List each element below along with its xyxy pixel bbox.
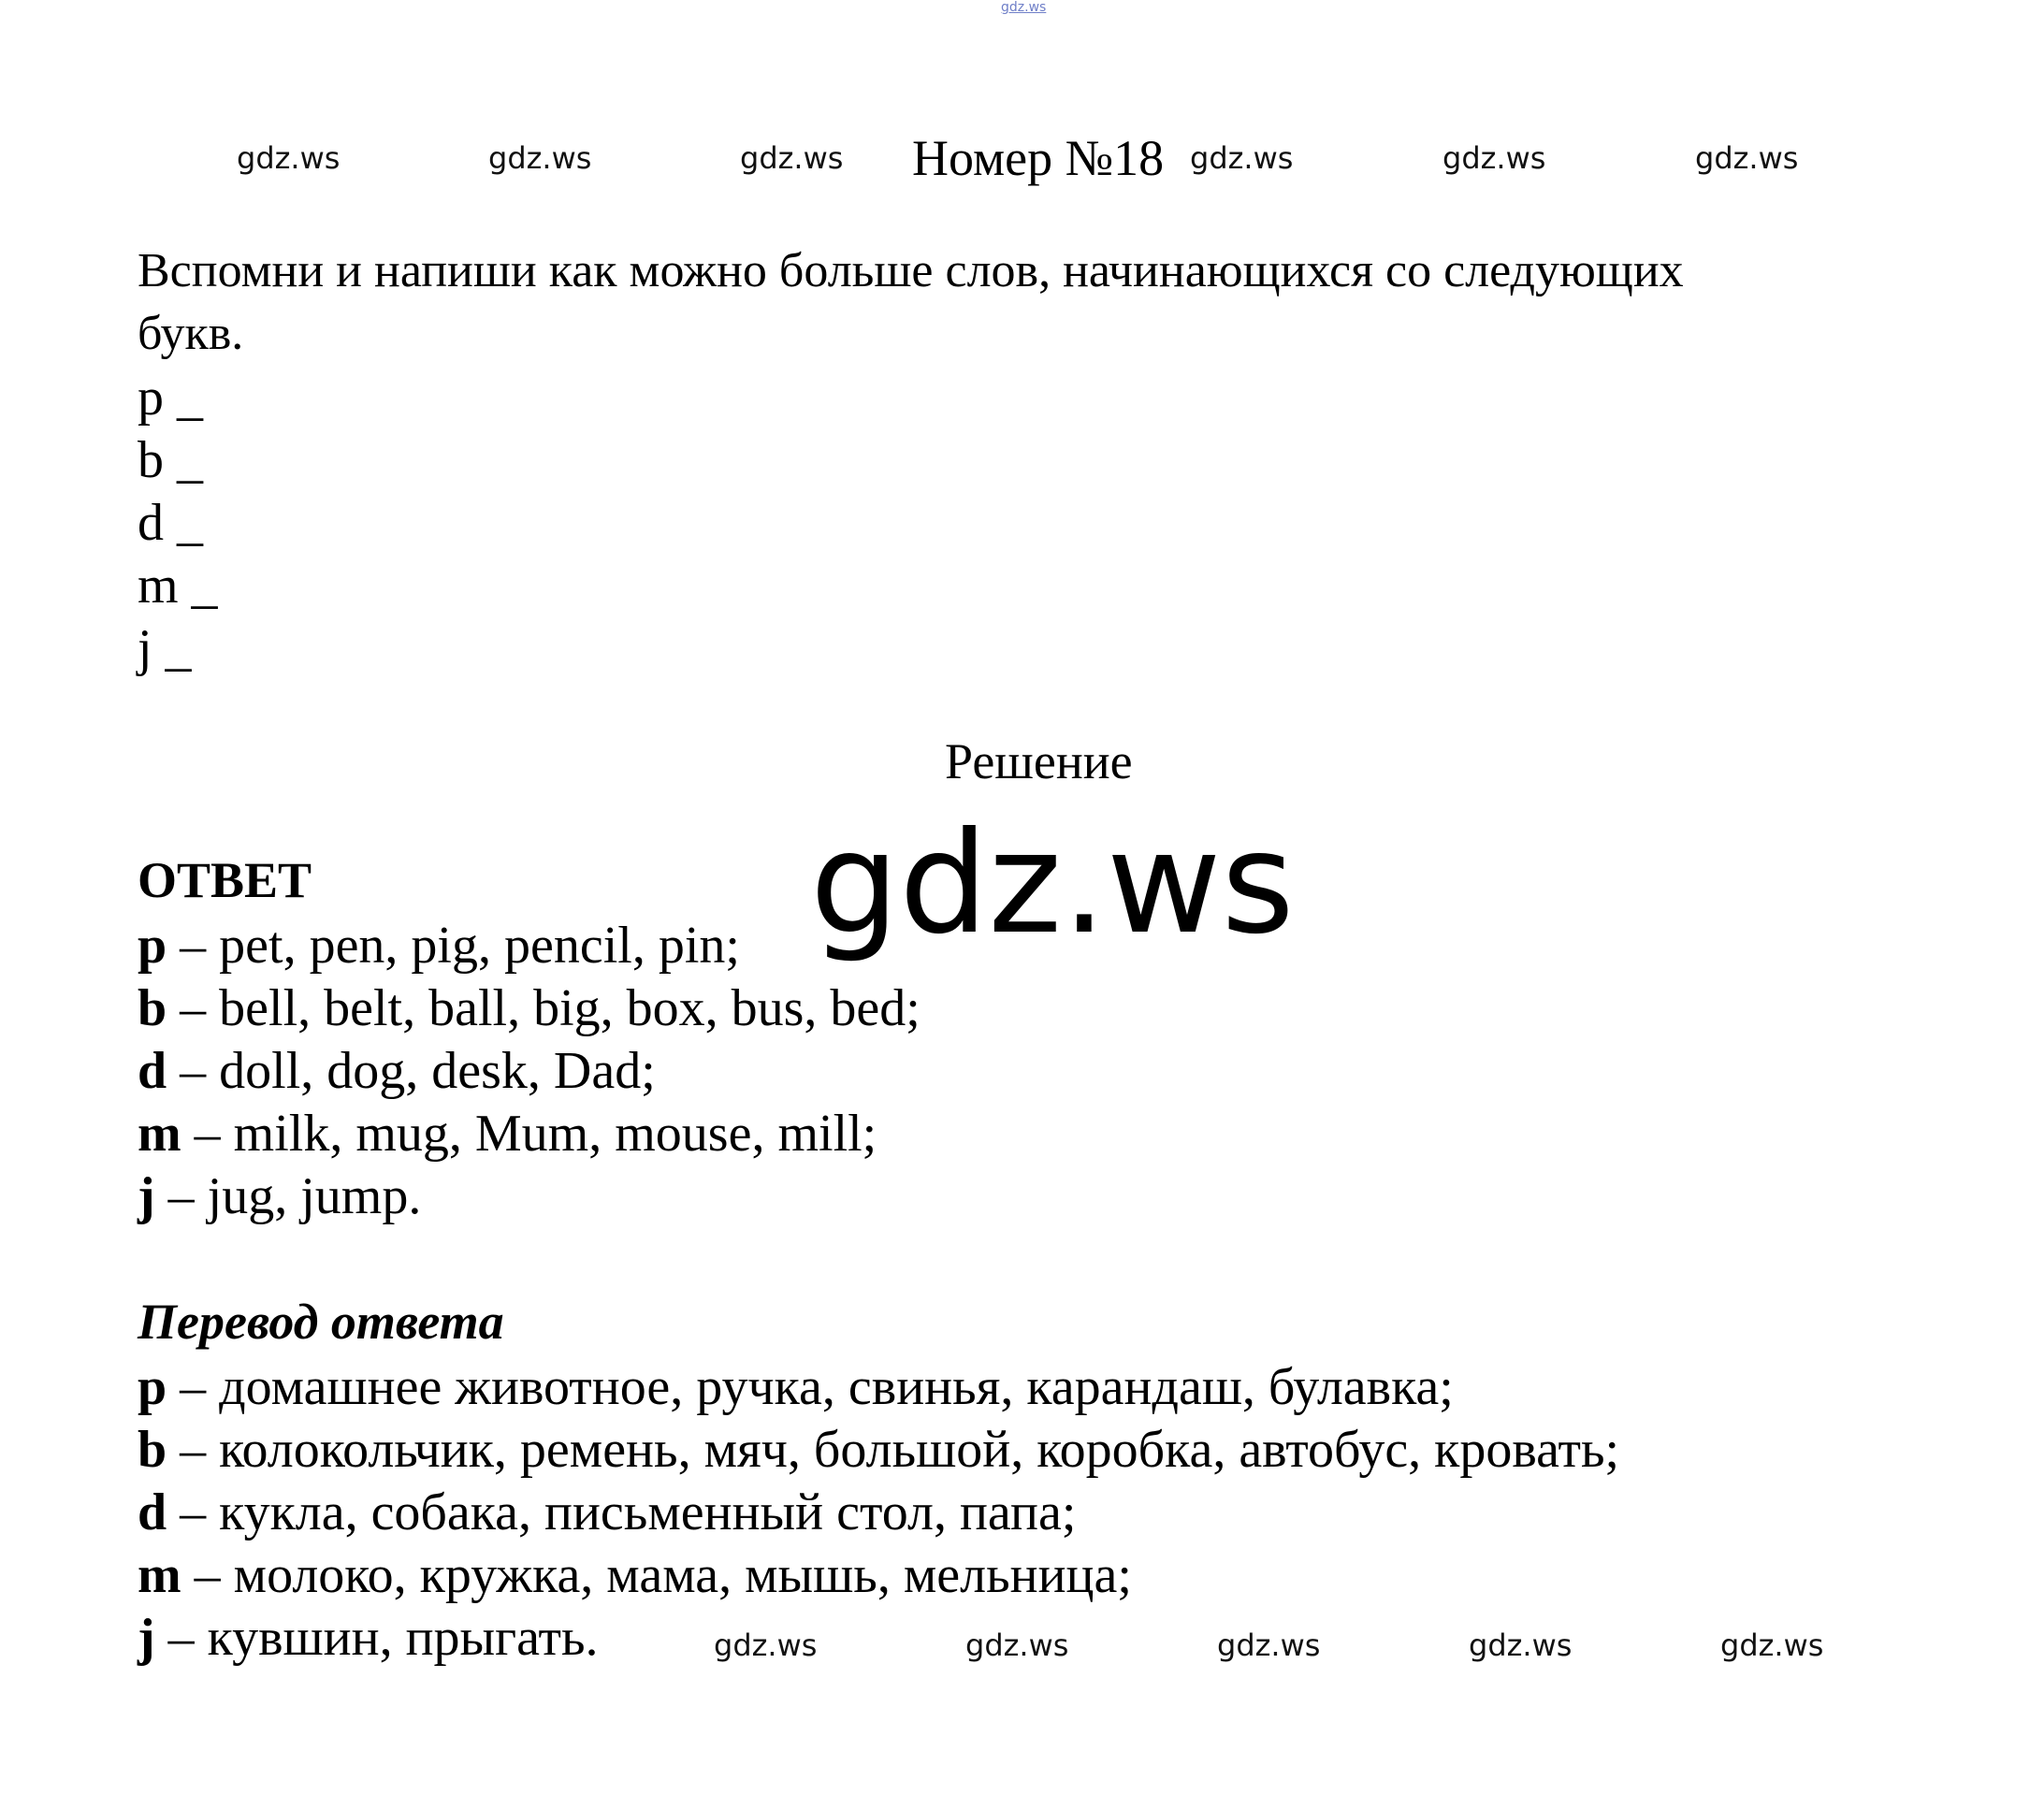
- translation-letter: p: [138, 1358, 167, 1416]
- answer-words: – pet, pen, pig, pencil, pin;: [167, 917, 740, 975]
- watermark-top-5: gdz.ws: [1442, 140, 1546, 176]
- letter-list: [138, 367, 218, 680]
- translation-words: – кукла, собака, письменный стол, папа;: [167, 1483, 1077, 1541]
- watermark-top-3: gdz.ws: [740, 140, 844, 176]
- watermark-top-6: gdz.ws: [1695, 140, 1799, 176]
- translation-letter: m: [138, 1546, 181, 1604]
- answer-words: – jug, jump.: [154, 1167, 422, 1225]
- watermark-bottom-3: gdz.ws: [1217, 1628, 1321, 1663]
- translation-row: [138, 1544, 1619, 1607]
- answer-words: – milk, mug, Mum, mouse, mill;: [181, 1105, 877, 1163]
- translation-letter: d: [138, 1483, 167, 1541]
- task-text: [138, 239, 1943, 365]
- watermark-top-2: gdz.ws: [488, 140, 592, 176]
- translation-row: [138, 1607, 1619, 1670]
- translation-row: [138, 1419, 1619, 1482]
- watermark-bottom-4: gdz.ws: [1469, 1628, 1573, 1663]
- answer-row: [138, 1040, 921, 1103]
- letter-item: m _: [138, 557, 218, 615]
- translation-row: [138, 1356, 1619, 1419]
- task-line-2: букв.: [138, 307, 244, 360]
- translation-letter: j: [138, 1609, 155, 1667]
- answer-row: [138, 977, 921, 1040]
- answer-row: [138, 1165, 921, 1228]
- translation-letter: b: [138, 1421, 167, 1479]
- task-line-1: Вспомни и напиши как можно больше слов, начинающихся со следующих: [138, 244, 1684, 297]
- answer-letter: d: [138, 1042, 167, 1100]
- translation-words: – молоко, кружка, мама, мышь, мельница;: [181, 1546, 1132, 1604]
- watermark-tiny[interactable]: gdz.ws: [1001, 0, 1047, 15]
- translation-row: [138, 1482, 1619, 1544]
- letter-item: j _: [138, 619, 192, 677]
- translation-words: – кувшин, прыгать.: [154, 1609, 599, 1667]
- watermark-big: gdz.ws: [810, 803, 1295, 965]
- answer-letter: p: [138, 917, 167, 975]
- answer-letter: b: [138, 979, 167, 1037]
- translation-words: – домашнее животное, ручка, свинья, карандаш, булавка;: [167, 1358, 1454, 1416]
- answer-list: [138, 915, 921, 1228]
- answer-row: [138, 1103, 921, 1165]
- letter-item: p _: [138, 369, 203, 427]
- answer-words: – bell, belt, ball, big, box, bus, bed;: [167, 979, 921, 1037]
- translation-heading: Перевод ответа: [138, 1294, 504, 1350]
- letter-item: b _: [138, 431, 203, 489]
- watermark-bottom-1: gdz.ws: [714, 1628, 818, 1663]
- answer-letter: m: [138, 1105, 181, 1163]
- translation-list: [138, 1356, 1619, 1670]
- watermark-bottom-2: gdz.ws: [965, 1628, 1069, 1663]
- page-title: Номер №18: [912, 130, 1165, 186]
- translation-words: – колокольчик, ремень, мяч, большой, коробка, автобус, кровать;: [167, 1421, 1620, 1479]
- solution-heading: Решение: [945, 733, 1133, 789]
- answer-row: [138, 915, 921, 977]
- watermark-bottom-5: gdz.ws: [1720, 1628, 1824, 1663]
- answer-letter: j: [138, 1167, 155, 1225]
- answer-heading: ОТВЕТ: [138, 852, 312, 908]
- watermark-top-1: gdz.ws: [237, 140, 341, 176]
- letter-item: d _: [138, 494, 203, 552]
- watermark-top-4: gdz.ws: [1190, 140, 1294, 176]
- answer-words: – doll, dog, desk, Dad;: [167, 1042, 656, 1100]
